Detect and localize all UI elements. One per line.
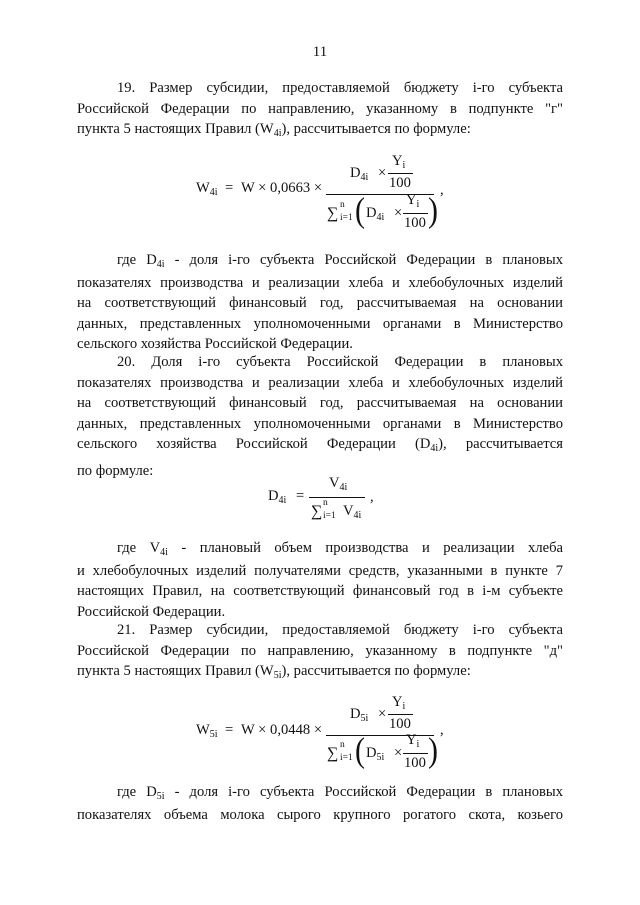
f3-den-inner-bar	[403, 753, 428, 754]
f1-num-y-sym: Y	[392, 153, 403, 169]
f3-sum-sup: n	[340, 740, 345, 750]
pv4-line-4: Российской Федерации.	[77, 603, 226, 620]
f2-sum-sup: n	[323, 498, 328, 508]
p20-sub: 4i	[430, 443, 439, 454]
p19-line-3-post: ), рассчитывается по формуле:	[281, 121, 471, 137]
f1-num-times: ×	[378, 165, 387, 181]
f3-eq: =	[225, 722, 234, 738]
f1-lhs-sym: W	[196, 180, 210, 196]
pd5-line-1	[77, 782, 563, 805]
f3-lhs-sub: 5i	[209, 729, 218, 740]
f1-den-d-sym: D	[366, 205, 377, 221]
pv4-sub: 4i	[160, 547, 168, 558]
pd5-gde: где	[117, 784, 137, 800]
pd5-sym: D	[146, 784, 157, 800]
p19-line-1: 19. Размер субсидии, предоставляемой бюджету i-го субъекта	[117, 80, 563, 96]
pd4-line-1-post: - доля i-го субъекта Российской Федерации в плановых	[174, 252, 563, 268]
p21-line-3-pre: пункта 5 настоящих Правил (	[77, 663, 260, 679]
pd4-line-3: на соответствующий финансовый год, рассчитываемая на основании	[77, 295, 563, 311]
f2-sum-sign: ∑	[311, 503, 323, 520]
p21-symbol: W	[259, 663, 274, 679]
f3-rhs: W × 0,0448 ×	[241, 722, 323, 738]
f1-den-times: ×	[394, 205, 403, 221]
f1-rhs: W × 0,0663 ×	[241, 180, 323, 196]
f2-lhs-sub: 4i	[278, 495, 287, 506]
f1-den-y-sym: Y	[406, 192, 417, 208]
f1-sum-sign: ∑	[327, 205, 339, 222]
f3-den-y-sub: i	[416, 739, 420, 750]
pd4-line-2: показателях производства и реализации хлеба и хлебобулочных изделий	[77, 274, 563, 291]
f2-den-sym: V	[343, 503, 354, 519]
f1-sum-sup: n	[340, 200, 345, 210]
paragraph-d5i-definition	[77, 782, 563, 825]
p21-symbol-sub: 5i	[273, 670, 282, 681]
p19-line-2: Российской Федерации по направлению, указанному в подпункте "г"	[77, 100, 563, 117]
f3-den-d	[366, 745, 384, 762]
p20-sym: D	[419, 436, 431, 452]
f3-den-y	[406, 732, 419, 749]
pd4-line-5: сельского хозяйства Российской Федерации.	[77, 336, 353, 352]
f3-den-d-sub: 5i	[376, 752, 385, 763]
f3-lhs-sym: W	[196, 722, 210, 738]
f3-num-d	[350, 706, 368, 723]
f1-num-y-sub: i	[402, 160, 406, 171]
f1-num-d-sym: D	[350, 165, 361, 181]
pv4-gde: где	[117, 540, 137, 556]
f1-lhs-sub: 4i	[209, 187, 218, 198]
pd4-gde: где	[117, 252, 137, 268]
f3-num-100: 100	[389, 716, 411, 732]
p21-line-2: Российской Федерации по направлению, указанному в подпункте "д"	[77, 642, 563, 659]
f3-lhs	[196, 722, 218, 739]
p20-line-1: 20. Доля i-го субъекта Российской Федерации в плановых	[117, 354, 563, 370]
pv4-line-2: и хлебобулочных изделий получателями средств, указанными в пункте 7	[77, 562, 563, 579]
f2-den-sub: 4i	[353, 510, 362, 521]
f3-num-y	[392, 694, 405, 711]
f2-sum-sub: i=1	[323, 511, 336, 521]
p20-line-5-pre: сельского хозяйства Российской Федерации (	[77, 436, 420, 452]
f3-den-d-sym: D	[366, 745, 377, 761]
f3-den-y-sym: Y	[406, 732, 417, 748]
f1-comma: ,	[440, 182, 444, 198]
f1-left-paren: (	[355, 191, 365, 230]
f2-num-sub: 4i	[339, 482, 348, 493]
pv4-line-3: настоящих Правил, на соответствующий финансовый год в i-м субъекте	[77, 583, 563, 599]
pd5-sub: 5i	[156, 791, 165, 802]
f1-sum-sub: i=1	[340, 213, 353, 223]
pd4-sym: D	[146, 252, 157, 268]
f3-num-times: ×	[378, 706, 387, 722]
pv4-sym: V	[149, 540, 161, 556]
f3-num-d-sub: 5i	[360, 713, 369, 724]
f3-num-y-sym: Y	[392, 694, 403, 710]
f3-sum-sign: ∑	[327, 745, 339, 762]
f1-right-paren: )	[428, 191, 438, 230]
f3-den-100: 100	[404, 755, 426, 771]
pd5-line-2: показателях объема молока сырого крупного рогатого скота, козьего	[77, 806, 563, 823]
f1-num-100: 100	[389, 175, 411, 191]
f3-right-paren: )	[428, 731, 438, 770]
pv4-line-1-post: - плановый объем производства и реализации хлеба	[181, 540, 563, 556]
p19-line-3-pre: пункта 5 настоящих Правил (	[77, 121, 260, 137]
f1-den-d-sub: 4i	[376, 212, 385, 223]
p20-line-2: показателях производства и реализации хлеба и хлебобулочных изделий	[77, 374, 563, 391]
pd4-line-4: данных, представленных уполномоченными органами в Министерство	[77, 315, 563, 332]
f2-lhs-sym: D	[268, 488, 279, 504]
f3-num-d-sym: D	[350, 706, 361, 722]
f3-den-times: ×	[394, 745, 403, 761]
pd5-line-1-post: - доля i-го субъекта Российской Федерации в плановых	[174, 784, 563, 800]
f1-num-d-sub: 4i	[360, 172, 369, 183]
f2-eq: =	[296, 488, 305, 504]
f2-comma: ,	[370, 489, 374, 505]
f2-num-sym: V	[329, 475, 340, 491]
f3-left-paren: (	[355, 731, 365, 770]
p20-line-3: на соответствующий финансовый год, рассчитываемая на основании	[77, 395, 563, 411]
f3-num-y-sub: i	[402, 701, 406, 712]
f1-eq: =	[225, 180, 234, 196]
f3-comma: ,	[440, 722, 444, 738]
p20-line-6: по формуле:	[77, 462, 154, 479]
p19-symbol-sub: 4i	[273, 128, 282, 139]
page-number: 11	[312, 44, 328, 60]
p21-line-1: 21. Размер субсидии, предоставляемой бюджету i-го субъекта	[117, 622, 563, 638]
p21-line-3-post: ), рассчитывается по формуле:	[281, 663, 471, 679]
p19-symbol: W	[259, 121, 274, 137]
pd4-sub: 4i	[156, 259, 165, 270]
f3-num-inner-bar	[388, 714, 413, 715]
p20-line-5-post: ), рассчитывается	[438, 436, 563, 452]
p20-line-4: данных, представленных уполномоченными органами в Министерство	[77, 415, 563, 432]
f3-sum-sub: i=1	[340, 753, 353, 763]
f1-den-100: 100	[404, 215, 426, 231]
f1-den-y-sub: i	[416, 199, 420, 210]
